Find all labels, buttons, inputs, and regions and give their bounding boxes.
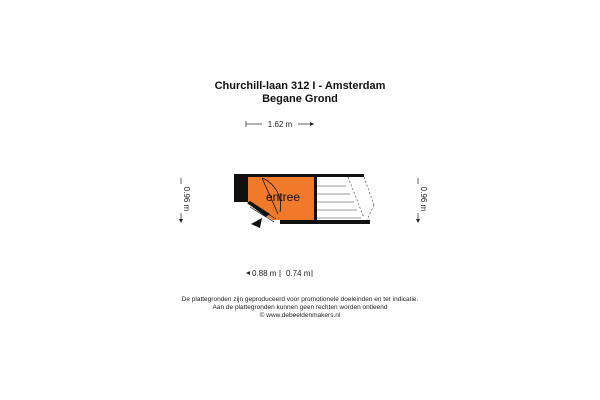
entrance-room-label: entree <box>265 190 301 204</box>
top-width-label: 1.62 m <box>267 120 293 129</box>
staircase <box>316 177 374 222</box>
bottom-dimensions <box>246 269 312 278</box>
wall-bottom <box>280 220 370 224</box>
top-dimension-arrow <box>310 122 314 126</box>
left-height-label: 0.96 m <box>182 186 191 212</box>
disclaimer-line-1: De plattegronden zijn geproduceerd voor promotionele doeleinden en ter indicatie. <box>181 296 419 303</box>
left-dimension-arrow <box>179 219 183 223</box>
bottom-left-label: 0.88 m <box>252 269 277 278</box>
right-dimension-arrow <box>416 219 420 223</box>
right-height-label: 0.96 m <box>419 186 428 212</box>
stair-slope-dashed <box>348 177 364 218</box>
bottom-dimension-arrow-left <box>246 271 250 275</box>
floorplan-floor-title: Begane Grond <box>262 93 338 105</box>
left-dimension <box>179 178 191 223</box>
bottom-right-label: 0.74 m <box>286 269 311 278</box>
disclaimer-line-2: Aan de plattegronden kunnen geen rechten worden ontleend <box>212 304 388 311</box>
right-dimension <box>416 178 428 223</box>
copyright-line: © www.debeeldenmakers.nl <box>259 312 341 319</box>
wall-top <box>234 174 364 177</box>
floorplan <box>234 174 374 228</box>
wall-partition <box>314 177 317 221</box>
entrance-arrow-icon <box>251 218 262 228</box>
wall-left-block <box>234 174 248 202</box>
floorplan-address-title: Churchill-laan 312 I - Amsterdam <box>214 80 386 92</box>
top-dimension <box>246 120 314 129</box>
